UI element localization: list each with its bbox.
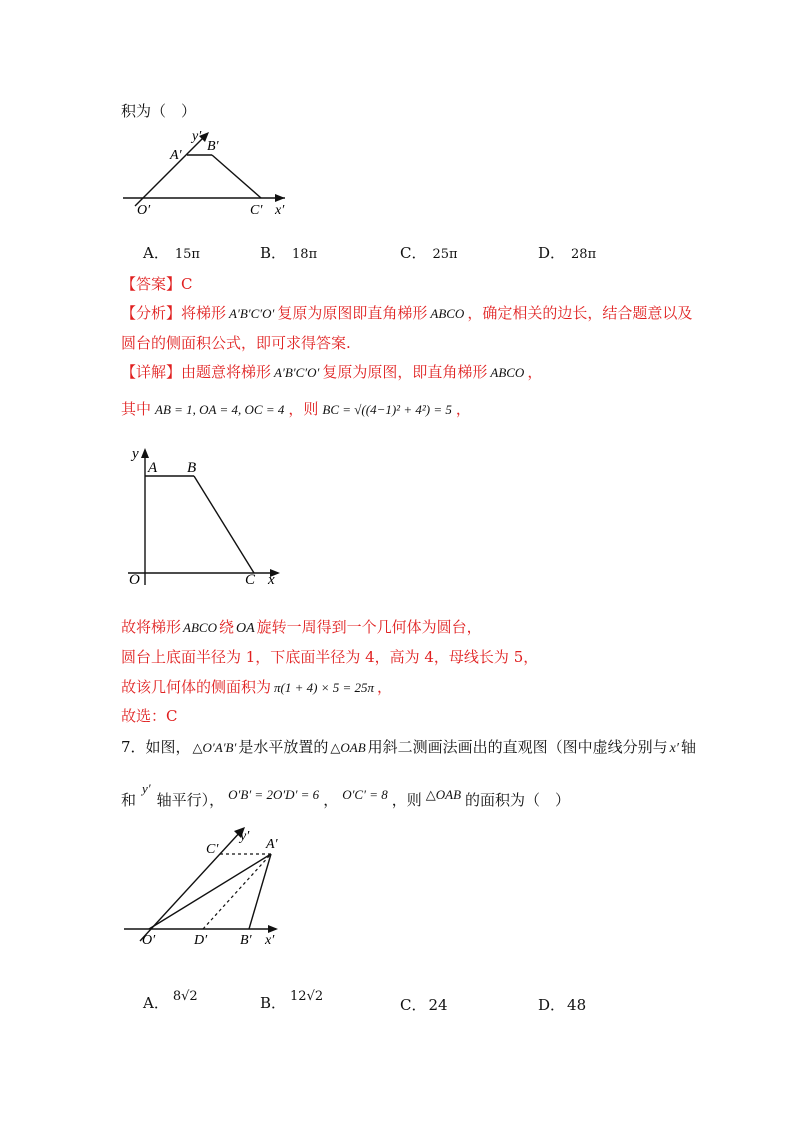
label-x: x xyxy=(268,572,275,588)
q7-text: 7．如图， xyxy=(121,738,191,756)
figure-oblique-triangle xyxy=(118,822,288,954)
option-letter: C． xyxy=(400,996,427,1014)
detail-text: 复原为原图，即直角梯形 xyxy=(322,363,488,381)
detail-choose: 故选：C xyxy=(121,707,178,725)
label-b-prime: B′ xyxy=(207,139,219,154)
math-bc-length: BC = √((4−1)² + 4²) = 5 xyxy=(322,402,452,417)
option-value: 8√2 xyxy=(172,989,198,1004)
q7-option-d xyxy=(538,995,586,1015)
option-letter: D． xyxy=(538,244,566,262)
option-value: 48 xyxy=(567,996,587,1014)
detail-text: 由题意将梯形 xyxy=(181,363,272,381)
q7-option-b xyxy=(260,989,324,1015)
y-prime-axis xyxy=(135,134,207,206)
q7-text: 和 xyxy=(121,791,137,809)
figure-oblique-trapezoid xyxy=(115,125,300,220)
option-letter: C． xyxy=(400,244,427,262)
dashed-line-d-a xyxy=(203,854,271,929)
label-c: C xyxy=(245,572,256,588)
detail-line-2 xyxy=(121,399,471,420)
y-axis-arrow-icon xyxy=(141,448,149,458)
option-letter: A． xyxy=(143,994,169,1012)
q7-text: 轴 xyxy=(680,738,696,756)
detail-text: 其中 xyxy=(121,400,152,418)
option-letter: D． xyxy=(538,996,566,1014)
option-a xyxy=(143,243,200,265)
option-b xyxy=(260,243,317,265)
math-trapezoid-prime: A′B′C′O′ xyxy=(229,306,275,321)
option-value: 25π xyxy=(432,247,458,262)
math-triangle-prime: △O′A′B′ xyxy=(192,740,237,755)
label-x-prime: x′ xyxy=(265,933,275,948)
analysis-line-2: 圆台的侧面积公式，即可求得答案. xyxy=(121,334,351,352)
detail-line-4: 圆台上底面半径为 1，下底面半径为 4，高为 4，母线长为 5， xyxy=(121,648,539,666)
math-trapezoid-prime: A′B′C′O′ xyxy=(274,365,320,380)
label-b: B xyxy=(187,460,197,476)
detail-text: ， xyxy=(377,678,393,696)
label-o: O xyxy=(129,572,140,588)
detail-line-3 xyxy=(121,617,482,639)
label-y: y xyxy=(132,446,139,462)
math-triangle-oab: △OAB xyxy=(330,740,366,755)
math-triangle-oab: △OAB xyxy=(425,787,462,802)
analysis-tag: 【分析】 xyxy=(121,304,182,322)
detail-text: 故将梯形 xyxy=(121,618,182,636)
detail-text: 故该几何体的侧面积为 xyxy=(121,678,272,696)
math-y-prime: y′ xyxy=(142,781,151,796)
math-abco: ABCO xyxy=(430,306,465,321)
q7-text: 是水平放置的 xyxy=(238,738,329,756)
x-axis-arrow-icon xyxy=(275,194,285,202)
q7-text: 用斜二测画法画出的直观图（图中虚线分别与 xyxy=(367,738,668,756)
label-y-prime: y′ xyxy=(240,829,250,844)
label-b-prime: B′ xyxy=(240,933,252,948)
label-x-prime: x′ xyxy=(275,203,285,218)
label-o-prime: O′ xyxy=(142,933,156,948)
label-c-prime: C′ xyxy=(206,842,219,857)
detail-text: 绕 xyxy=(218,618,234,636)
x-axis-arrow-icon xyxy=(268,925,278,933)
label-y-prime: y′ xyxy=(192,129,202,144)
detail-tag: 【详解】 xyxy=(121,363,182,381)
q7-option-c xyxy=(400,995,448,1015)
option-c xyxy=(400,243,458,265)
option-value: 12√2 xyxy=(290,989,324,1004)
label-a-prime: A′ xyxy=(170,148,182,163)
analysis-text: 将梯形 xyxy=(181,304,227,322)
detail-text: 旋转一周得到一个几何体为圆台， xyxy=(256,618,482,636)
q7-text: ， xyxy=(323,791,339,809)
segment-b-c xyxy=(212,155,261,198)
figure-right-trapezoid xyxy=(118,440,293,590)
detail-text: ， xyxy=(455,400,471,418)
analysis-text: ，确定相关的边长，结合题意以及 xyxy=(467,304,693,322)
answer-value: C xyxy=(181,275,193,293)
option-d xyxy=(538,243,596,265)
q7-text: ，则 xyxy=(391,791,422,809)
option-letter: B． xyxy=(260,244,287,262)
answer-tag: 【答案】 xyxy=(121,275,182,293)
label-c-prime: C′ xyxy=(250,203,263,218)
option-value: 28π xyxy=(571,247,597,262)
detail-text: ， xyxy=(527,363,543,381)
math-lengths: AB = 1, OA = 4, OC = 4 xyxy=(155,402,285,417)
math-abco: ABCO xyxy=(183,620,217,635)
detail-text: ，则 xyxy=(288,400,319,418)
math-abco: ABCO xyxy=(490,365,525,380)
option-value: 15π xyxy=(174,247,200,262)
analysis-text: 复原为原图即直角梯形 xyxy=(277,304,428,322)
q7-text: 轴平行）， xyxy=(156,791,225,809)
label-d-prime: D′ xyxy=(194,933,208,948)
option-letter: B． xyxy=(260,994,287,1012)
math-oa: OA xyxy=(235,621,255,636)
q7-line-1 xyxy=(121,737,696,759)
answer-line xyxy=(121,274,193,294)
label-o-prime: O′ xyxy=(137,203,151,218)
segment-b-c xyxy=(194,476,254,573)
math-x-prime: x′ xyxy=(669,741,679,756)
detail-line-1 xyxy=(121,362,542,383)
q7-line-2 xyxy=(121,781,571,811)
question-prompt-tail: 积为（ ） xyxy=(121,102,197,120)
label-a-prime: A′ xyxy=(266,837,278,852)
option-value: 18π xyxy=(292,247,318,262)
label-a: A xyxy=(148,460,158,476)
math-ob-od: O′B′ = 2O′D′ = 6 xyxy=(228,787,320,802)
option-value: 24 xyxy=(428,996,448,1014)
detail-line-5 xyxy=(121,677,392,698)
math-lateral-area: π(1 + 4) × 5 = 25π xyxy=(274,680,375,695)
math-oc: O′C′ = 8 xyxy=(342,787,388,802)
analysis-line-1 xyxy=(121,303,692,324)
q7-option-a xyxy=(143,989,198,1015)
option-letter: A． xyxy=(143,244,169,262)
q7-text: 的面积为（ ） xyxy=(465,791,571,809)
